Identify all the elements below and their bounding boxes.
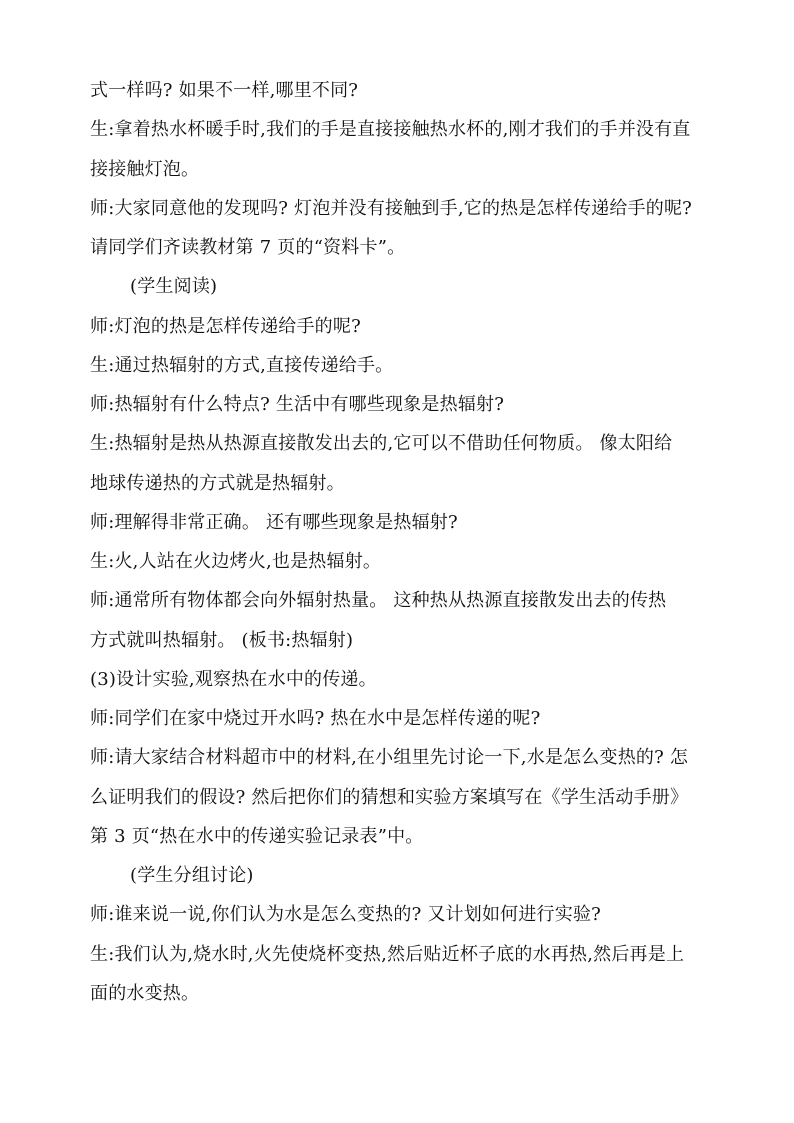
text-line: 么证明我们的假设? 然后把你们的猜想和实验方案填写在《学生活动手册》 xyxy=(90,786,689,808)
text-line: 师:理解得非常正确。 还有哪些现象是热辐射? xyxy=(90,511,458,533)
text-line: 师:大家同意他的发现吗? 灯泡并没有接触到手,它的热是怎样传递给手的呢? xyxy=(90,197,693,219)
text-line: (学生阅读) xyxy=(130,276,218,298)
text-line: (3)设计实验,观察热在水中的传递。 xyxy=(90,668,377,690)
text-line: 生:我们认为,烧水时,火先使烧杯变热,然后贴近杯子底的水再热,然后再是上 xyxy=(90,943,685,965)
text-line: 方式就叫热辐射。 (板书:热辐射) xyxy=(90,629,354,651)
text-line: 师:灯泡的热是怎样传递给手的呢? xyxy=(90,315,361,337)
text-line: 地球传递热的方式就是热辐射。 xyxy=(90,472,345,494)
text-line: 面的水变热。 xyxy=(90,982,200,1004)
text-line: 师:通常所有物体都会向外辐射热量。 这种热从热源直接散发出去的传热 xyxy=(90,590,667,612)
text-line: 生:热辐射是热从热源直接散发出去的,它可以不借助任何物质。 像太阳给 xyxy=(90,433,673,455)
text-line: 生:拿着热水杯暖手时,我们的手是直接接触热水杯的,刚才我们的手并没有直 xyxy=(90,119,691,141)
body-text xyxy=(90,82,710,1024)
text-line: 生:火,人站在火边烤火,也是热辐射。 xyxy=(90,551,382,572)
text-line: 师:同学们在家中烧过开水吗? 热在水中是怎样传递的呢? xyxy=(90,708,541,729)
text-line: 师:谁来说一说,你们认为水是怎么变热的? 又计划如何进行实验? xyxy=(90,904,602,926)
text-line: 师:热辐射有什么特点? 生活中有哪些现象是热辐射? xyxy=(90,394,505,415)
text-line: 请同学们齐读教材第 7 页的“资料卡”。 xyxy=(90,237,406,258)
text-line: (学生分组讨论) xyxy=(130,865,254,886)
text-line: 师:请大家结合材料超市中的材料,在小组里先讨论一下,水是怎么变热的? 怎 xyxy=(90,747,689,769)
text-line: 第 3 页“热在水中的传递实验记录表”中。 xyxy=(90,825,424,847)
text-line: 生:通过热辐射的方式,直接传递给手。 xyxy=(90,354,394,376)
text-line: 式一样吗? 如果不一样,哪里不同? xyxy=(90,80,359,101)
text-line: 接接触灯泡。 xyxy=(90,158,200,180)
